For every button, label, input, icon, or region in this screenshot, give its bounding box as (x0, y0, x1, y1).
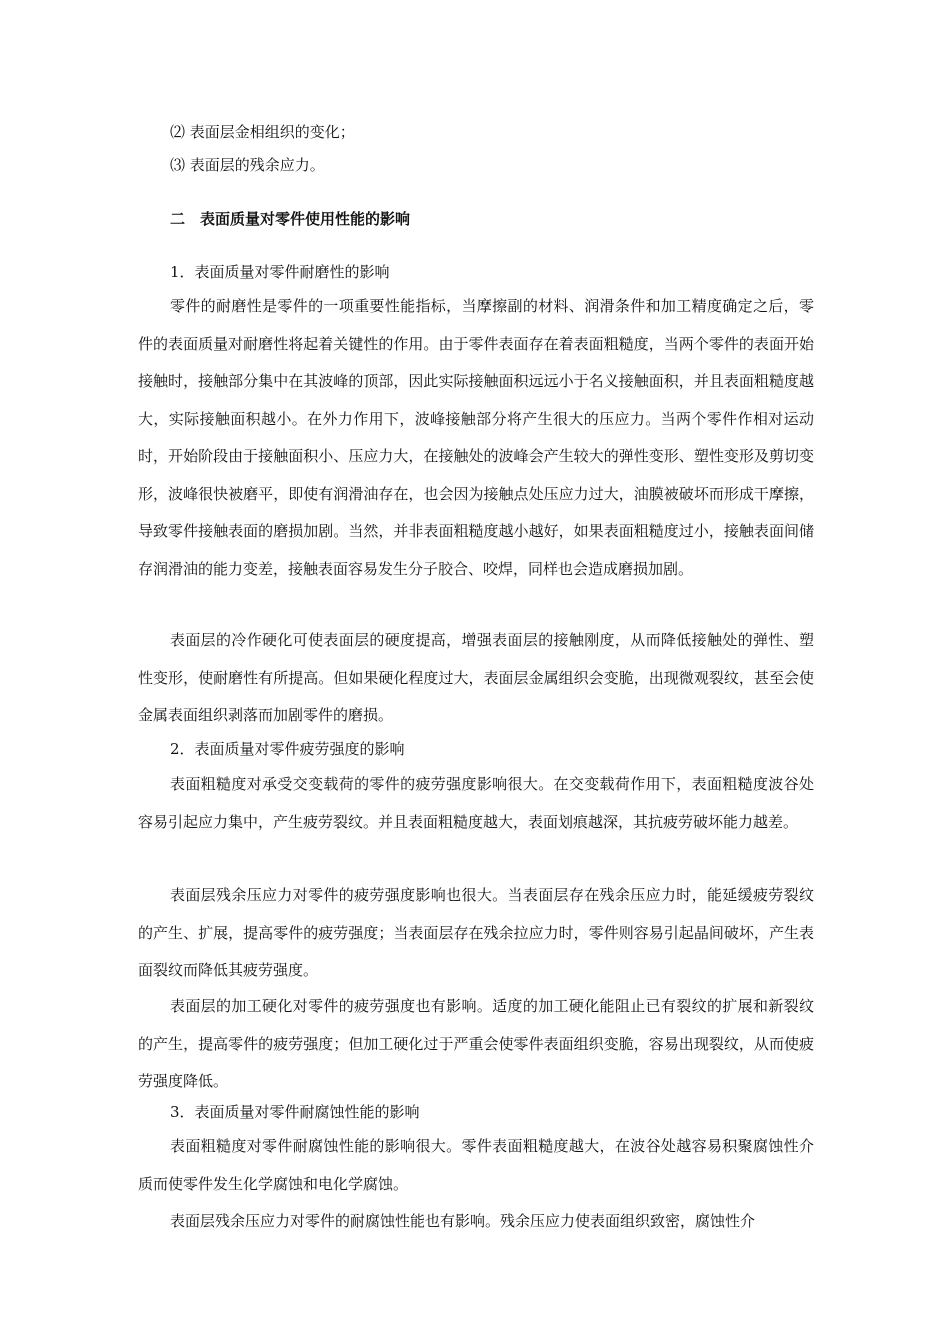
paragraph: 表面层的加工硬化对零件的疲劳强度也有影响。适度的加工硬化能阻止已有裂纹的扩展和新裂纹的产生，提高零件的疲劳强度；但加工硬化过于严重会使零件表面组织变脆，容易出现裂纹，从而使疲劳强度降低。 (138, 997, 814, 1090)
paragraph: 表面层残余压应力对零件的疲劳强度影响也很大。当表面层存在残余压应力时，能延缓疲劳裂纹的产生、扩展，提高零件的疲劳强度；当表面层存在残余拉应力时，零件则容易引起晶间破坏，产生表面裂纹而降低其疲劳强度。 (138, 886, 814, 979)
subsection-title: 1．表面质量对零件耐磨性的影响 (170, 263, 390, 281)
paragraph: 表面粗糙度对承受交变载荷的零件的疲劳强度影响很大。在交变载荷作用下，表面粗糙度波谷处容易引起应力集中，产生疲劳裂纹。并且表面粗糙度越大，表面划痕越深，其抗疲劳破坏能力越差。 (138, 775, 814, 831)
paragraph: 零件的耐磨性是零件的一项重要性能指标，当摩擦副的材料、润滑条件和加工精度确定之后，零件的表面质量对耐磨性将起着关键性的作用。由于零件表面存在着表面粗糙度，当两个零件的表面开始接触时，接触部分集中在其波峰的顶部，因此实际接触面积远远小于名义接触面积，并且表面粗糙度越大，实际接触面积越小。在外力作用下，波峰接触部分将产生很大的压应力。当两个零件作相对运动时，开始阶段由于接触面积小、压应力大，在接触处的波峰会产生较大的弹性变形、塑性变形及剪切变形，波峰很快被磨平，即使有润滑油存在，也会因为接触点处压应力过大，油膜被破坏而形成干摩擦，导致零件接触表面的磨损加剧。当然，并非表面粗糙度越小越好，如果表面粗糙度过小，接触表面间储存润滑油的能力变差，接触表面容易发生分子胶合、咬焊，同样也会造成磨损加剧。 (138, 297, 814, 578)
list-item: ⑵ 表面层金相组织的变化； (170, 123, 355, 141)
paragraph: 表面层残余压应力对零件的耐腐蚀性能也有影响。残余压应力使表面组织致密，腐蚀性介 (170, 1212, 756, 1230)
subsection-title: 2．表面质量对零件疲劳强度的影响 (170, 740, 405, 758)
section-heading: 二 表面质量对零件使用性能的影响 (170, 210, 411, 228)
list-item: ⑶ 表面层的残余应力。 (170, 156, 325, 174)
paragraph: 表面粗糙度对零件耐腐蚀性能的影响很大。零件表面粗糙度越大，在波谷处越容易积聚腐蚀性介质而使零件发生化学腐蚀和电化学腐蚀。 (138, 1137, 814, 1193)
subsection-title: 3．表面质量对零件耐腐蚀性能的影响 (170, 1103, 420, 1121)
paragraph: 表面层的冷作硬化可使表面层的硬度提高，增强表面层的接触刚度，从而降低接触处的弹性、塑性变形，使耐磨性有所提高。但如果硬化程度过大，表面层金属组织会变脆，出现微观裂纹，甚至会使金属表面组织剥落而加剧零件的磨损。 (138, 631, 814, 724)
